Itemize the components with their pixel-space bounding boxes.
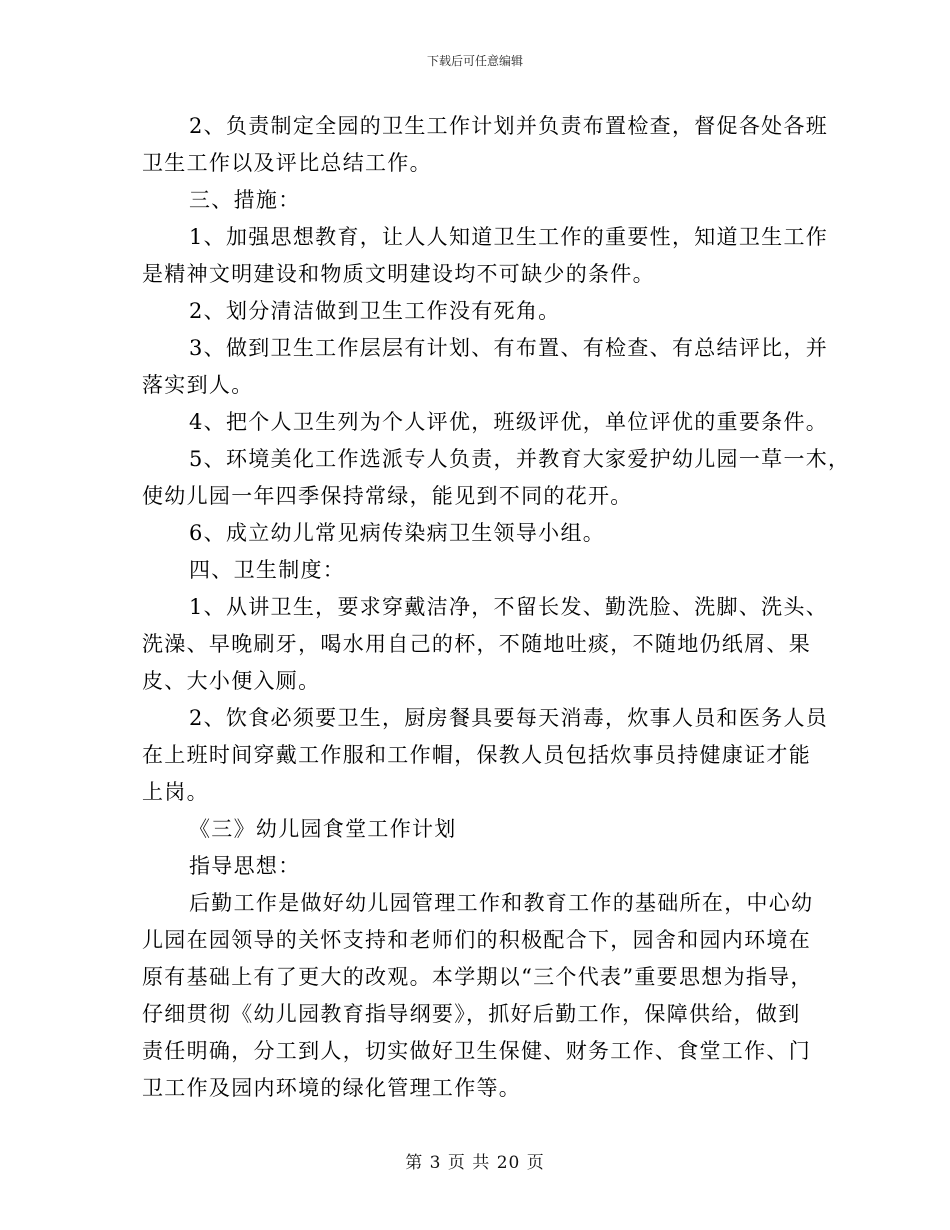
paragraph-measure-4 xyxy=(142,404,829,441)
section-heading-measures xyxy=(142,182,822,219)
text-line: 2、负责制定全园的卫生工作计划并负责布置检查，督促各处各班 xyxy=(189,114,829,138)
text-line: 儿园在园领导的关怀支持和老师们的积极配合下，园舍和园内环境在 xyxy=(142,928,811,952)
paragraph-guiding-thought xyxy=(142,885,822,1107)
paragraph-measure-1 xyxy=(142,219,829,293)
text-line: 6、成立幼儿常见病传染病卫生领导小组。 xyxy=(189,521,606,545)
section-heading-guiding-thought xyxy=(142,848,822,885)
text-line: 4、把个人卫生列为个人评优，班级评优，单位评优的重要条件。 xyxy=(189,410,829,434)
text-line: 是精神文明建设和物质文明建设均不可缺少的条件。 xyxy=(142,262,655,286)
text-line: 使幼儿园一年四季保持常绿，能见到不同的花开。 xyxy=(142,484,633,508)
page-header: 下载后可任意编辑 xyxy=(426,54,523,68)
text-line: 1、从讲卫生，要求穿戴洁净，不留长发、勤洗脸、洗脚、洗头、 xyxy=(189,595,829,619)
paragraph-rule-1 xyxy=(142,589,829,700)
document-body xyxy=(142,108,851,1107)
text-line: 卫生工作以及评比总结工作。 xyxy=(142,151,432,175)
text-line: 落实到人。 xyxy=(142,373,254,397)
section-title-canteen-plan xyxy=(142,811,822,848)
paragraph-responsibility-2 xyxy=(142,108,829,182)
text-line: 5、环境美化工作选派专人负责，并教育大家爱护幼儿园一草一木， xyxy=(189,447,851,471)
text-line: 四、卫生制度： xyxy=(189,558,346,582)
text-line: 指导思想： xyxy=(189,854,301,878)
page-number-footer: 第 3 页 共 20 页 xyxy=(405,1153,545,1173)
text-line: 原有基础上有了更大的改观。本学期以“三个代表”重要思想为指导， xyxy=(142,965,813,989)
text-line: 2、饮食必须要卫生，厨房餐具要每天消毒，炊事人员和医务人员 xyxy=(189,706,829,730)
text-line: 皮、大小便入厕。 xyxy=(142,669,321,693)
text-line: 卫工作及园内环境的绿化管理工作等。 xyxy=(142,1076,522,1100)
text-line: 2、划分清洁做到卫生工作没有死角。 xyxy=(189,299,561,323)
section-heading-hygiene-rules xyxy=(142,552,822,589)
paragraph-measure-6 xyxy=(142,515,822,552)
paragraph-measure-3 xyxy=(142,330,829,404)
text-line: 《三》幼儿园食堂工作计划 xyxy=(189,817,457,841)
text-line: 洗澡、早晚刷牙，喝水用自己的杯，不随地吐痰，不随地仍纸屑、果 xyxy=(142,632,811,656)
text-line: 后勤工作是做好幼儿园管理工作和教育工作的基础所在，中心幼 xyxy=(189,891,814,915)
text-line: 仔细贯彻《幼儿园教育指导纲要》，抓好后勤工作，保障供给，做到 xyxy=(142,1002,801,1026)
text-line: 在上班时间穿戴工作服和工作帽，保教人员包括炊事员持健康证才能 xyxy=(142,743,811,767)
text-line: 责任明确，分工到人，切实做好卫生保健、财务工作、食堂工作、门 xyxy=(142,1039,811,1063)
paragraph-rule-2 xyxy=(142,700,829,811)
paragraph-measure-2 xyxy=(142,293,822,330)
text-line: 三、措施： xyxy=(189,188,301,212)
text-line: 3、做到卫生工作层层有计划、有布置、有检查、有总结评比，并 xyxy=(189,336,829,360)
text-line: 1、加强思想教育，让人人知道卫生工作的重要性，知道卫生工作 xyxy=(189,225,829,249)
paragraph-measure-5 xyxy=(142,441,851,515)
text-line: 上岗。 xyxy=(142,780,209,804)
